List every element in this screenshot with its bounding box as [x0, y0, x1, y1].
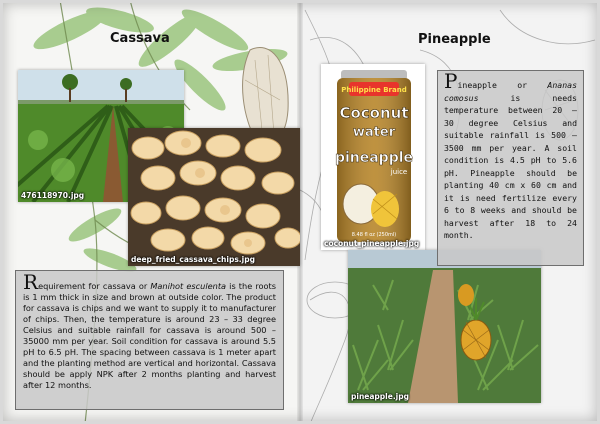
pineapple-plantation-photo	[348, 250, 541, 403]
cassava-scientific-name: Manihot esculenta	[150, 281, 227, 291]
cassava-chips-photo	[128, 128, 300, 266]
coconut-pineapple-can-photo	[321, 64, 425, 250]
pineapple-description-box	[437, 70, 584, 266]
cassava-title: Cassava	[110, 31, 170, 46]
can-volume-text: 8.48 fl oz (250ml)	[351, 232, 397, 238]
pineapple-text-part2: is needs temperature between 20 – 30 degree Celsius and suitable rainfall is 500 – 3500 mm per year. A soil condition is 4.5 pH to 5.6 pH. Pineapple should be planting 40 cm x 60 cm and it is need fertilize every 6 to 8 weeks and should be harvest after 18 to 24 month.	[444, 92, 577, 240]
field-photo-caption: 476118970.jpg	[21, 191, 85, 200]
cassava-text-part1: equirement for cassava or	[38, 281, 151, 291]
can-word-coconut: Coconut	[339, 104, 409, 122]
chips-photo-caption: deep_fried_cassava_chips.jpg	[131, 255, 255, 264]
can-word-pineapple: pineapple	[334, 150, 414, 166]
pineapple-title: Pineapple	[418, 32, 491, 47]
pineapple-scientific-name: Ananas comosus	[444, 80, 577, 103]
cassava-dropcap: R	[23, 270, 39, 294]
pineapple-dropcap: P	[444, 69, 458, 93]
pineapple-text-part1: ineapple or	[457, 80, 548, 90]
cassava-text-part2: is the roots is 1 mm thick in size and brown at outside color. The product for cassava is chips and we want to supply it to manufacturer of chips. Then, the temperature is around 23 – 33 degree Celsius and suitable rainfall for cassava is around 500 – 35000 mm per year. Soil condition for cassava is around 5.5 pH to 6.5 pH. The spacing between cassava is 1 meter apart and the planting method are vertical and horizontal. Cassava should be apply NPK after 2 months planting and harvest after 12 months.	[23, 281, 276, 390]
can-word-juice: juice	[390, 168, 408, 176]
can-photo-caption: coconut_pineapple.jpg	[324, 239, 420, 248]
can-word-water: water	[352, 125, 396, 140]
can-brand-text: Philippine Brand	[341, 86, 407, 94]
cassava-description-box	[15, 270, 284, 410]
pineapple-photo-caption: pineapple.jpg	[351, 392, 409, 401]
